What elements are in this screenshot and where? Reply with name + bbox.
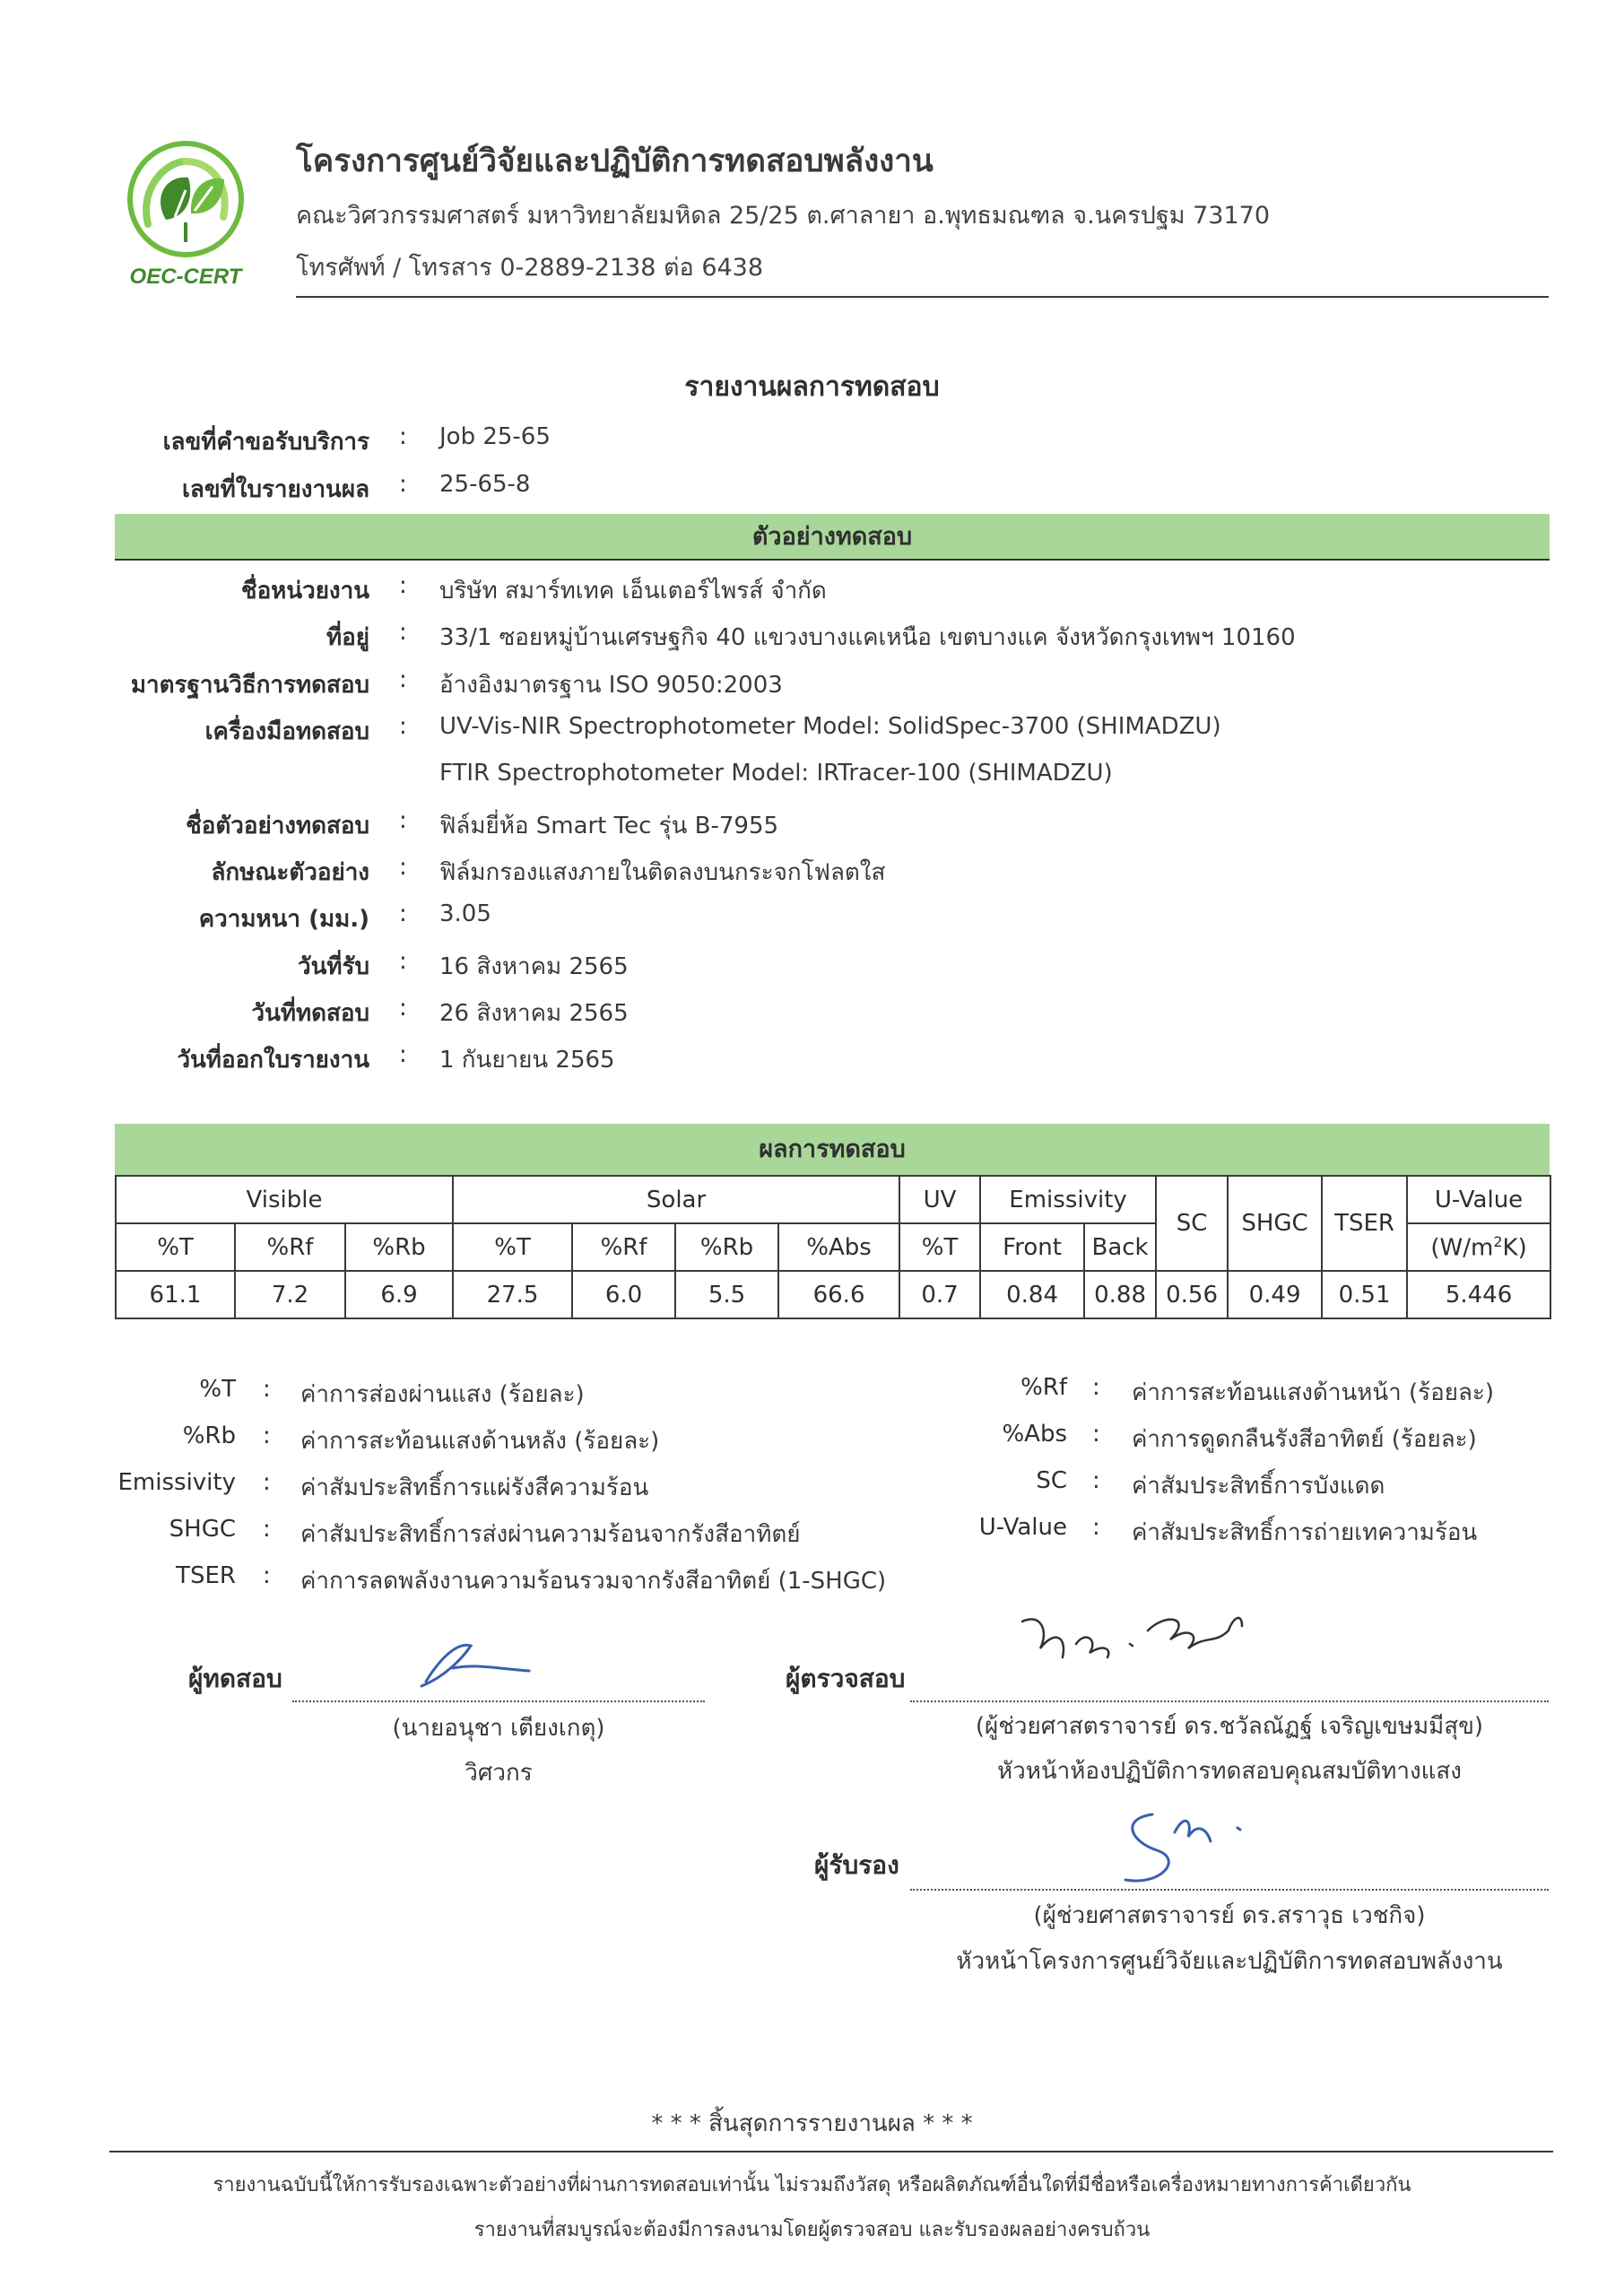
colon: :: [399, 619, 407, 646]
sample-section-heading: ตัวอย่างทดสอบ: [115, 514, 1550, 561]
table-cell: 6.0: [572, 1271, 675, 1318]
colon: :: [263, 1516, 271, 1543]
inspector-sign-line: [910, 1700, 1549, 1702]
colon: :: [263, 1562, 271, 1589]
tester-label: ผู้ทดสอบ: [188, 1664, 282, 1693]
instrument-value-1: UV-Vis-NIR Spectrophotometer Model: SolidSpec-3700 (SHIMADZU): [439, 713, 1221, 740]
colon: :: [399, 1041, 407, 1068]
legend-desc: ค่าสัมประสิทธิ์การบังแดด: [1132, 1473, 1385, 1500]
sample-name-value: ฟิล์มยี่ห้อ Smart Tec รุ่น B-7955: [439, 813, 779, 839]
logo-text: OEC-CERT: [129, 265, 242, 289]
uvalue-unit: $(W/m^2K)$: [1407, 1223, 1550, 1271]
visible-header: Visible: [116, 1176, 453, 1223]
request-no-label: เลขที่คำขอรับบริการ: [162, 429, 369, 456]
inspector-name: (ผู้ช่วยศาสตราจารย์ ดร.ชวัลณัฏฐ์ เจริญเขษมมีสุข): [975, 1713, 1484, 1740]
colon: :: [263, 1422, 271, 1449]
report-title: รายงานผลการทดสอบ: [684, 371, 940, 403]
legend-abbr: SHGC: [169, 1516, 236, 1543]
legend-abbr: %Rb: [182, 1422, 236, 1449]
org-value: บริษัท สมาร์ทเทค เอ็นเตอร์ไพรส์ จำกัด: [439, 578, 827, 604]
table-cell: 0.88: [1084, 1271, 1156, 1318]
inspector-signature: [1013, 1595, 1300, 1680]
instrument-value-2: FTIR Spectrophotometer Model: IRTracer-100 (SHIMADZU): [439, 760, 1113, 787]
tester-title: วิศวกร: [465, 1760, 533, 1787]
colon: :: [399, 713, 407, 740]
table-cell: 6.9: [345, 1271, 453, 1318]
visible-t-header: %T: [116, 1223, 235, 1271]
thickness-label: ความหนา (มม.): [198, 906, 369, 933]
colon: :: [399, 666, 407, 693]
issue-date-label: วันที่ออกใบรายงาน: [177, 1047, 369, 1074]
colon: :: [399, 572, 407, 599]
request-no-value: Job 25-65: [439, 423, 551, 450]
table-cell: 27.5: [453, 1271, 572, 1318]
colon: :: [1092, 1514, 1100, 1541]
results-section-heading: ผลการทดสอบ: [115, 1124, 1550, 1175]
issue-date-value: 1 กันยายน 2565: [439, 1047, 615, 1074]
sample-type-label: ลักษณะตัวอย่าง: [211, 859, 369, 886]
emissivity-front-header: Front: [980, 1223, 1084, 1271]
legend-abbr: U-Value: [978, 1514, 1067, 1541]
test-date-value: 26 สิงหาคม 2565: [439, 1000, 629, 1027]
address-label: ที่อยู่: [326, 624, 369, 651]
org-label: ชื่อหน่วยงาน: [240, 578, 369, 604]
table-cell: 66.6: [778, 1271, 899, 1318]
table-cell: 0.84: [980, 1271, 1084, 1318]
test-date-label: วันที่ทดสอบ: [251, 1000, 369, 1027]
colon: :: [263, 1376, 271, 1403]
colon: :: [399, 900, 407, 927]
report-no-value: 25-65-8: [439, 471, 531, 498]
thickness-value: 3.05: [439, 900, 491, 927]
table-cell: 0.49: [1228, 1271, 1322, 1318]
solar-abs-header: %Abs: [778, 1223, 899, 1271]
table-cell: 7.2: [235, 1271, 345, 1318]
legend-desc: ค่าการสะท้อนแสงด้านหลัง (ร้อยละ): [300, 1428, 660, 1455]
table-row: [116, 1271, 1550, 1318]
visible-rf-header: %Rf: [235, 1223, 345, 1271]
certifier-name: (ผู้ช่วยศาสตราจารย์ ดร.สราวุธ เวชกิจ): [1033, 1902, 1426, 1929]
sample-name-label: ชื่อตัวอย่างทดสอบ: [186, 813, 369, 839]
certifier-title: หัวหน้าโครงการศูนย์วิจัยและปฏิบัติการทดสอบพลังงาน: [956, 1948, 1503, 1975]
uvalue-header: U-Value: [1407, 1176, 1550, 1223]
footer-disclaimer-2: รายงานที่สมบูรณ์จะต้องมีการลงนามโดยผู้ตรวจสอบ และรับรองผลอย่างครบถ้วน: [473, 2219, 1151, 2241]
colon: :: [399, 471, 407, 498]
table-cell: 0.56: [1156, 1271, 1228, 1318]
oec-cert-logo: [112, 135, 260, 291]
tester-name: (นายอนุชา เตียงเกตุ): [392, 1715, 605, 1742]
inspector-title: หัวหน้าห้องปฏิบัติการทดสอบคุณสมบัติทางแสง: [996, 1758, 1463, 1785]
report-no-label: เลขที่ใบรายงานผล: [182, 476, 369, 503]
visible-rb-header: %Rb: [345, 1223, 453, 1271]
colon: :: [1092, 1421, 1100, 1448]
colon: :: [399, 948, 407, 975]
solar-header: Solar: [453, 1176, 899, 1223]
footer-divider: [109, 2151, 1553, 2152]
table-header-row: [116, 1176, 1550, 1223]
org-phone: โทรศัพท์ / โทรสาร 0-2889-2138 ต่อ 6438: [296, 254, 764, 282]
table-cell: 0.7: [899, 1271, 980, 1318]
legend-abbr: %Abs: [1002, 1421, 1067, 1448]
emissivity-back-header: Back: [1084, 1223, 1156, 1271]
emissivity-header: Emissivity: [980, 1176, 1156, 1223]
tester-signature: [408, 1628, 543, 1695]
table-cell: 61.1: [116, 1271, 235, 1318]
legend-abbr: SC: [1036, 1467, 1067, 1494]
legend-abbr: %T: [199, 1376, 236, 1403]
uv-t-header: %T: [899, 1223, 980, 1271]
legend-abbr: TSER: [176, 1562, 236, 1589]
colon: :: [399, 807, 407, 834]
tser-header: TSER: [1322, 1176, 1407, 1271]
certifier-signature: [1112, 1801, 1273, 1891]
legend-abbr: %Rf: [1020, 1374, 1067, 1401]
colon: :: [1092, 1467, 1100, 1494]
legend-desc: ค่าสัมประสิทธิ์การถ่ายเทความร้อน: [1132, 1519, 1478, 1546]
colon: :: [1092, 1374, 1100, 1401]
received-date-label: วันที่รับ: [298, 953, 369, 980]
colon: :: [263, 1469, 271, 1496]
received-date-value: 16 สิงหาคม 2565: [439, 953, 629, 980]
solar-rf-header: %Rf: [572, 1223, 675, 1271]
end-of-report: * * * สิ้นสุดการรายงานผล * * *: [651, 2110, 973, 2137]
inspector-label: ผู้ตรวจสอบ: [786, 1664, 906, 1693]
solar-t-header: %T: [453, 1223, 572, 1271]
colon: :: [399, 423, 407, 450]
shgc-header: SHGC: [1228, 1176, 1322, 1271]
colon: :: [399, 995, 407, 1022]
table-cell: 5.5: [675, 1271, 778, 1318]
legend-desc: ค่าสัมประสิทธิ์การส่งผ่านความร้อนจากรังสีอาทิตย์: [300, 1521, 801, 1548]
legend-desc: ค่าการดูดกลืนรังสีอาทิตย์ (ร้อยละ): [1132, 1426, 1477, 1453]
legend-desc: ค่าการส่องผ่านแสง (ร้อยละ): [300, 1381, 585, 1408]
address-value: 33/1 ซอยหมู่บ้านเศรษฐกิจ 40 แขวงบางแคเหนือ เขตบางแค จังหวัดกรุงเทพฯ 10160: [439, 624, 1296, 651]
colon: :: [399, 854, 407, 881]
results-table: [115, 1175, 1551, 1319]
instrument-label: เครื่องมือทดสอบ: [204, 718, 369, 745]
sample-type-value: ฟิล์มกรองแสงภายในติดลงบนกระจกโฟลตใส: [439, 859, 886, 886]
header-divider: [296, 296, 1549, 298]
legend-desc: ค่าสัมประสิทธิ์การแผ่รังสีความร้อน: [300, 1474, 649, 1501]
org-address: คณะวิศวกรรมศาสตร์ มหาวิทยาลัยมหิดล 25/25 ต.ศาลายา อ.พุทธมณฑล จ.นครปฐม 73170: [296, 202, 1271, 230]
sc-header: SC: [1156, 1176, 1228, 1271]
legend-abbr: Emissivity: [117, 1469, 236, 1496]
standard-value: อ้างอิงมาตรฐาน ISO 9050:2003: [439, 672, 783, 699]
legend-desc: ค่าการสะท้อนแสงด้านหน้า (ร้อยละ): [1132, 1379, 1495, 1406]
uv-header: UV: [899, 1176, 980, 1223]
table-cell: 5.446: [1407, 1271, 1550, 1318]
certifier-sign-line: [910, 1889, 1549, 1891]
legend-desc: ค่าการลดพลังงานความร้อนรวมจากรังสีอาทิตย์ (1-SHGC): [300, 1568, 887, 1595]
certifier-label: ผู้รับรอง: [814, 1850, 899, 1880]
solar-rb-header: %Rb: [675, 1223, 778, 1271]
tester-sign-line: [292, 1700, 705, 1702]
table-cell: 0.51: [1322, 1271, 1407, 1318]
standard-label: มาตรฐานวิธีการทดสอบ: [130, 672, 369, 699]
footer-disclaimer-1: รายงานฉบับนี้ให้การรับรองเฉพาะตัวอย่างที่ผ่านการทดสอบเท่านั้น ไม่รวมถึงวัสดุ หรือผลิตภัณฑ์อื่นใดที่มีชื่อหรือเครื่องหมายทางการค้าเดียวกัน: [213, 2174, 1411, 2196]
org-name: โครงการศูนย์วิจัยและปฏิบัติการทดสอบพลังงาน: [296, 144, 934, 179]
